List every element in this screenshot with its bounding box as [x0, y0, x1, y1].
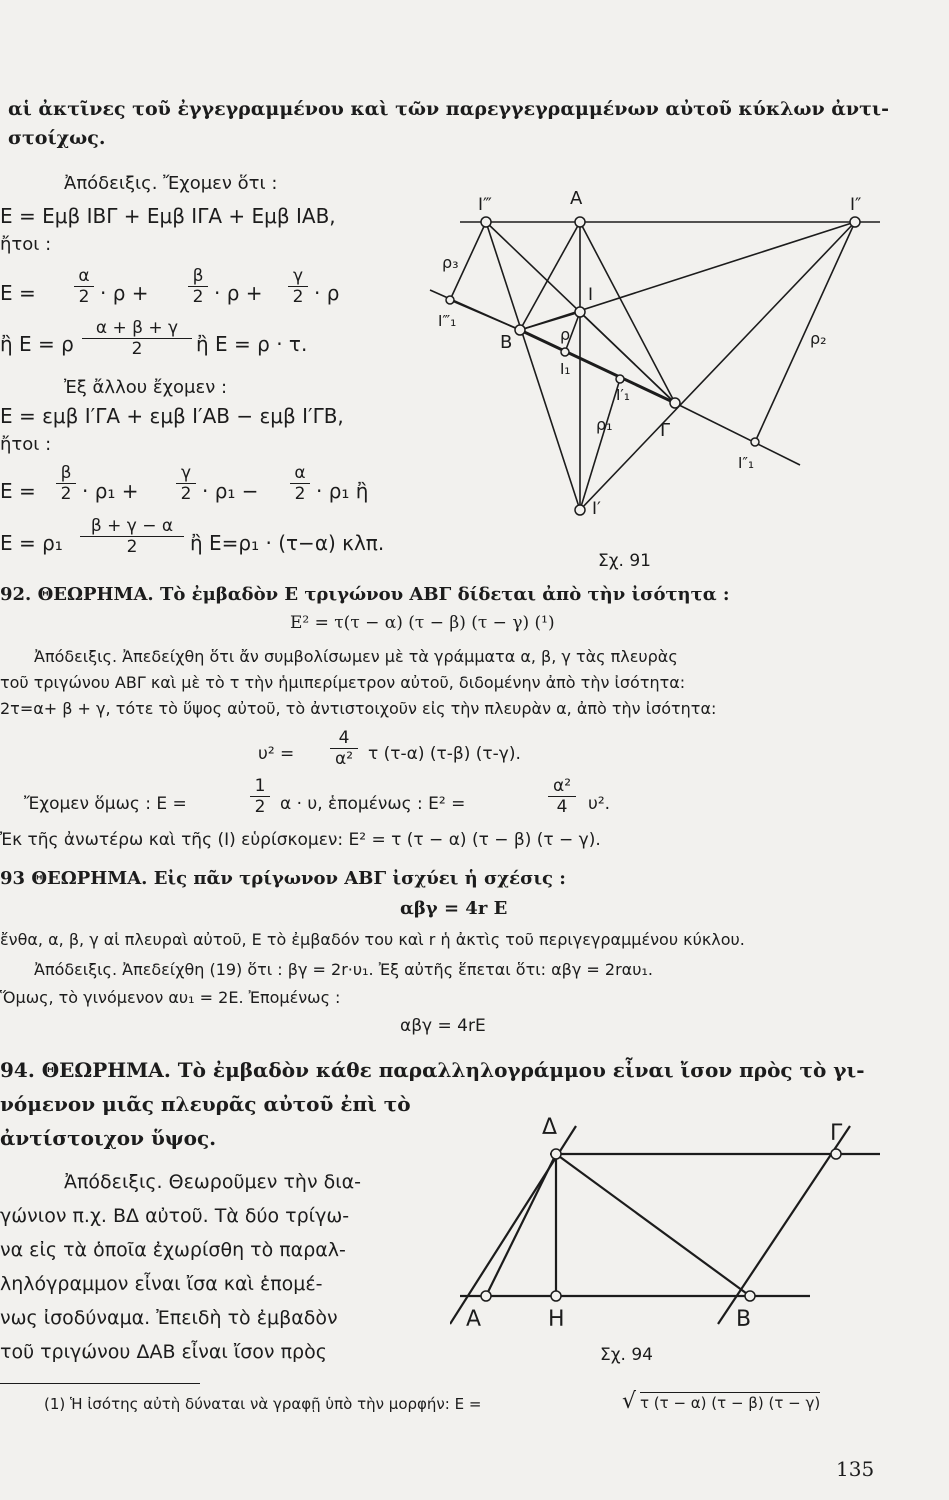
fig94-label-D: Δ — [542, 1115, 558, 1140]
fig91-label-B: Β — [500, 332, 513, 353]
fraction-g-over-2-ex: $\frac{\gamma}{2}$ — [176, 463, 196, 504]
thm92-last: Ἐκ τῆς ἀνωτέρω καὶ τῆς (Ι) εὑρίσκομεν: Ε² = τ (τ − α) (τ − β) (τ − γ). — [0, 830, 601, 850]
fig91-label-rho1: ρ₁ — [596, 415, 613, 434]
fraction-b-over-2: $\frac{\beta}{2}$ — [188, 266, 208, 307]
fig94-label-B: Β — [736, 1307, 752, 1332]
thm93-p4: αβγ = 4rΕ — [400, 1016, 486, 1036]
proof91-eq1: Ε = Εμβ ΙΒΓ + Εμβ ΙΓΑ + Εμβ ΙΑΒ, — [0, 204, 336, 228]
proof91-eq2-lhs: Ε = — [0, 281, 36, 305]
thm92-formula: Ε² = τ(τ − α) (τ − β) (τ − γ) (¹) — [290, 613, 555, 633]
thm94-title-2: νόμενον μιᾶς πλευρᾶς αὐτοῦ ἐπὶ τὸ — [0, 1092, 411, 1116]
fig91-label-Ipp: Ι″ — [850, 195, 862, 215]
proof91-eq5-lhs: Ε = — [0, 479, 36, 503]
thm94-line: τοῦ τριγώνου ΔΑΒ εἶναι ἴσον πρὸς — [0, 1341, 327, 1363]
thm92-p3: 2τ=α+ β + γ, τότε τὸ ὕψος αὐτοῦ, τὸ ἀντιστοιχοῦν εἰς τὴν πλευρὰν α, ἀπὸ τὴν ἰσότητα: — [0, 699, 717, 718]
proof91-eq2-t2: · ρ + — [214, 281, 263, 305]
thm94-title-1: 94. ΘΕΩΡΗΜΑ. Τὸ ἐμβαδὸν κάθε παραλληλογράμμου εἶναι ἴσον πρὸς τὸ γι- — [0, 1058, 865, 1082]
fraction-g-over-2: $\frac{\gamma}{2}$ — [288, 266, 308, 307]
thm93-p3: Ὅμως, τὸ γινόμενον αυ₁ = 2Ε. Ἐπομένως : — [0, 988, 341, 1007]
proof91-eq6-rhs: ἢ Ε=ρ₁ · (τ−α) κλπ. — [190, 531, 385, 555]
fig91-label-A: Α — [570, 188, 583, 209]
proof91-heading: Ἀπόδειξις. Ἔχομεν ὅτι : — [64, 173, 278, 194]
page-number: 135 — [836, 1457, 875, 1481]
figure-91 — [420, 160, 890, 580]
thm92-title: 92. ΘΕΩΡΗΜΑ. Τὸ ἐμβαδὸν Ε τριγώνου ΑΒΓ δίδεται ἀπὸ τὴν ἰσότητα : — [0, 584, 730, 605]
fraction-1-over-2: $\frac{1}{2}$ — [250, 776, 270, 817]
fraction-sum-over-2: $\frac{\alpha + \beta + \gamma}{2}$ — [82, 318, 192, 359]
thm92-eqU-lhs: υ² = — [258, 744, 295, 764]
fraction-a2-over-4: $\frac{\text{α²}}{4}$ — [548, 776, 576, 817]
fig91-label-rho2: ρ₂ — [810, 329, 827, 348]
proof91-eq4: Ε = εμβ Ι′ΓΑ + εμβ Ι′ΑΒ − εμβ Ι′ΓΒ, — [0, 404, 344, 428]
proof91-eq5-t2: · ρ₁ − — [202, 479, 259, 503]
thm93-p1: ἔνθα, α, β, γ αἱ πλευραὶ αὐτοῦ, Ε τὸ ἐμβαδόν του καὶ r ἡ ἀκτὶς τοῦ περιγεγραμμένου κύκλου. — [0, 930, 745, 949]
figure-94 — [450, 1110, 890, 1370]
thm94-line: ληλόγραμμον εἶναι ἴσα καὶ ἑπομέ- — [0, 1273, 323, 1295]
intro-line-2: στοίχως. — [8, 127, 106, 149]
fig91-label-I: Ι — [588, 285, 594, 305]
fig94-caption: Σχ. 94 — [600, 1345, 654, 1365]
fig91-label-I1p: Ι′₁ — [616, 386, 630, 404]
thm93-p2: Ἀπόδειξις. Ἀπεδείχθη (19) ὅτι : βγ = 2r·υ₁. Ἐξ αὐτῆς ἕπεται ὅτι: αβγ = 2rαυ₁. — [34, 960, 653, 979]
fig91-label-G: Γ — [660, 420, 671, 441]
proof91-eq5-t1: · ρ₁ + — [82, 479, 139, 503]
proof91-eq3-lhs: ἢ Ε = ρ — [0, 332, 74, 356]
footnote-text: (1) Ἡ ἰσότης αὐτὴ δύναται νὰ γραφῇ ὑπὸ τὴν μορφήν: Ε = — [44, 1395, 482, 1413]
fig94-label-G: Γ — [830, 1121, 843, 1146]
fig91-label-rho: ρ — [560, 325, 571, 344]
fraction-excircle-over-2: $\frac{\beta + \gamma - \alpha}{2}$ — [80, 516, 184, 557]
thm94-line: γώνιον π.χ. ΒΔ αὐτοῦ. Τὰ δύο τρίγω- — [0, 1205, 350, 1227]
fig94-label-A: Α — [466, 1307, 482, 1332]
proof91-eq5-t3: · ρ₁ ἢ — [316, 479, 369, 503]
footnote-rule — [0, 1383, 200, 1384]
thm92-eqU-rhs: τ (τ-α) (τ-β) (τ-γ). — [368, 744, 521, 764]
proof91-heading2: Ἐξ ἄλλου ἔχομεν : — [64, 377, 228, 398]
thm94-line: να εἰς τὰ ὁποῖα ἐχωρίσθη τὸ παραλ- — [0, 1239, 346, 1261]
fraction-4-over-a2: $\frac{4}{\text{α²}}$ — [330, 728, 358, 769]
proof91-htoi2: ἤτοι : — [0, 434, 52, 455]
fig91-label-Ip: Ι′ — [592, 499, 601, 519]
thm92-p2: τοῦ τριγώνου ΑΒΓ καὶ μὲ τὸ τ τὴν ἡμιπερίμετρον αὐτοῦ, διδομένην ἀπὸ τὴν ἰσότητα: — [0, 673, 686, 692]
footnote-radical: √ — [622, 1389, 637, 1414]
thm92-eqE-c: υ². — [588, 794, 611, 814]
fraction-b-over-2-ex: $\frac{\beta}{2}$ — [56, 463, 76, 504]
fraction-a-over-2: $\frac{\alpha}{2}$ — [74, 266, 94, 307]
thm94-title-3: ἀντίστοιχον ὕψος. — [0, 1126, 217, 1150]
thm92-eqE-b: α · υ, ἑπομένως : Ε² = — [280, 794, 466, 814]
fraction-a-over-2-ex: $\frac{\alpha}{2}$ — [290, 463, 310, 504]
thm94-line: νως ἰσοδύναμα. Ἐπειδὴ τὸ ἐμβαδὸν — [0, 1307, 338, 1329]
proof91-htoi1: ἤτοι : — [0, 234, 52, 255]
fig91-label-I1: Ι₁ — [560, 360, 571, 378]
thm92-eqE-a: Ἔχομεν ὅμως : Ε = — [24, 794, 187, 814]
intro-line-1: αἱ ἀκτῖνες τοῦ ἐγγεγραμμένου καὶ τῶν παρεγγεγραμμένων αὐτοῦ κύκλων ἀντι- — [8, 98, 889, 120]
fig94-label-H: Η — [548, 1307, 565, 1332]
fig91-caption: Σχ. 91 — [598, 551, 652, 571]
thm92-p1: Ἀπόδειξις. Ἀπεδείχθη ὅτι ἄν συμβολίσωμεν μὲ τὰ γράμματα α, β, γ τὰς πλευρὰς — [34, 647, 678, 666]
proof91-eq2-t3: · ρ — [314, 281, 340, 305]
footnote-radicand: τ (τ − α) (τ − β) (τ − γ) — [640, 1394, 821, 1412]
fig91-label-rho3: ρ₃ — [442, 253, 459, 272]
proof91-eq2-t1: · ρ + — [100, 281, 149, 305]
proof91-eq3-rhs: ἢ Ε = ρ · τ. — [196, 332, 308, 356]
fig91-label-Ippp: Ι‴ — [478, 195, 492, 215]
thm93-formula: αβγ = 4r Ε — [400, 898, 508, 919]
fig91-label-I1pp: Ι″₁ — [738, 454, 755, 472]
fig91-label-I1ppp: Ι‴₁ — [438, 312, 457, 330]
proof91-eq6-lhs: Ε = ρ₁ — [0, 531, 63, 555]
thm93-title: 93 ΘΕΩΡΗΜΑ. Εἰς πᾶν τρίγωνον ΑΒΓ ἰσχύει ἡ σχέσις : — [0, 868, 566, 889]
thm94-line: Ἀπόδειξις. Θεωροῦμεν τὴν δια- — [64, 1171, 362, 1193]
